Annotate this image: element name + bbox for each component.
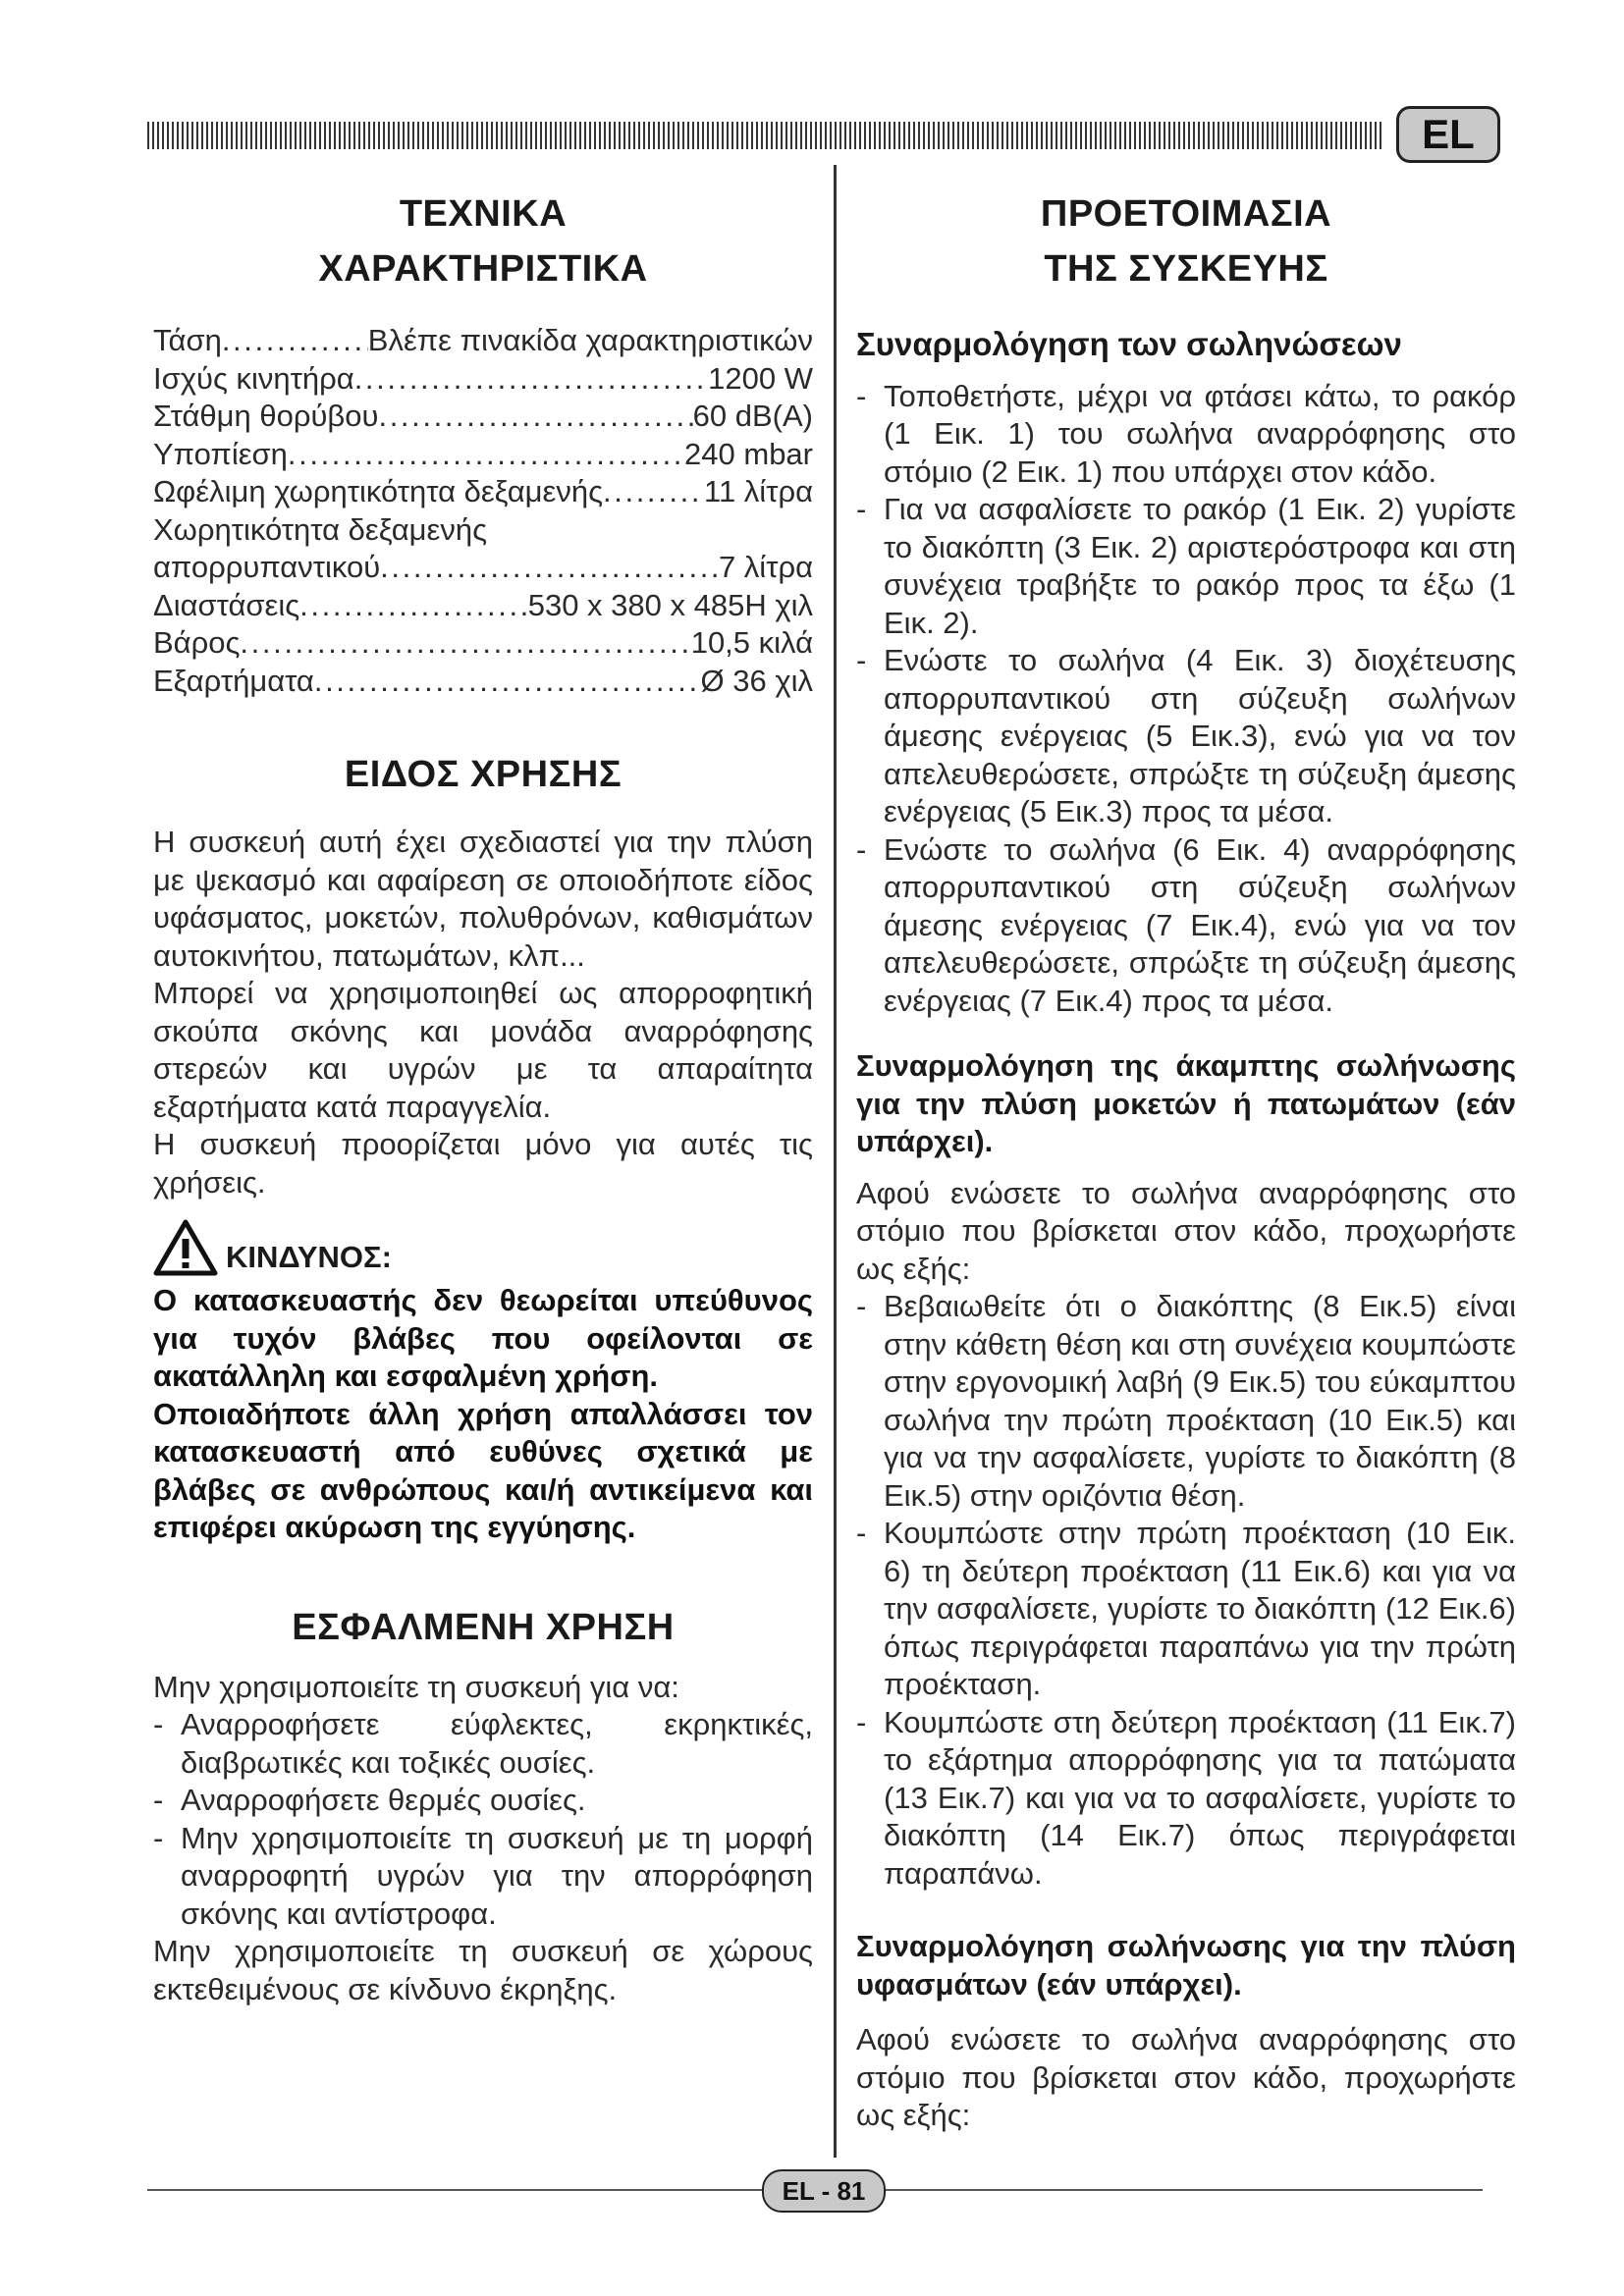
usage-paragraph: Μπορεί να χρησιμοποιηθεί ως απορροφητική σκούπα σκόνης και μονάδα αναρρόφησης στερεών και υγρών με τα απαραίτητα εξαρτήματα κατά παραγγελία.	[153, 976, 813, 1124]
danger-text: Οποιαδήποτε άλλη χρήση απαλλάσσει τον κατασκευαστή από ευθύνες σχετικά με βλάβες σε ανθρώπους και/ή αντικείμενα και επιφέρει ακύρωση της εγγύησης.	[153, 1396, 813, 1544]
spec-row: Βάρος . . . 10,5 κιλά	[153, 624, 813, 663]
left-column	[153, 187, 813, 2008]
list-item: - Μην χρησιμοποιείτε τη συσκευή με τη μορφή αναρροφητή υγρών για την απορρόφηση σκόνης και αντίστροφα.	[153, 1820, 813, 1931]
prep-title-line1: ΠΡΟΕΤΟΙΜΑΣΙΑ	[1040, 193, 1332, 235]
language-badge: EL	[1396, 106, 1500, 163]
right-column	[856, 187, 1516, 2135]
warning-icon	[153, 1219, 218, 1276]
rigid-hose-intro: Αφού ενώσετε το σωλήνα αναρρόφησης στο στόμιο που βρίσκεται στον κάδο, προχωρήστε ως εξής:	[856, 1175, 1516, 1286]
spec-row: Εξαρτήματα . . . Ø 36 χιλ	[153, 663, 813, 701]
rigid-hose-subtitle: Συναρμολόγηση της άκαμπτης σωλήνωσης για την πλύση μοκετών ή πατωμάτων (εάν υπάρχει).	[856, 1048, 1516, 1158]
usage-paragraph: Η συσκευή αυτή έχει σχεδιαστεί για την πλύση με ψεκασμό και αφαίρεση σε οποιοδήποτε είδος υφάσματος, μοκετών, πολυθρόνων, καθισμάτων αυτοκινήτου, πατωμάτων, κλπ...	[153, 825, 813, 973]
usage-paragraph: Η συσκευή προορίζεται μόνο για αυτές τις χρήσεις.	[153, 1127, 813, 1200]
column-divider	[834, 165, 837, 2158]
list-item: - Ενώστε το σωλήνα (4 Εικ. 3) διοχέτευσης απορρυπαντικού στη σύζευξη σωλήνων άμεσης ενέργειας (5 Εικ.3), ενώ για να τον απελευθερώσετε, σπρώξτε τη σύζευξη άμεσης ενέργειας (5 Εικ.3) προς τα μέσα.	[856, 643, 1516, 828]
list-item: - Για να ασφαλίσετε το ρακόρ (1 Εικ. 2) γυρίστε το διακόπτη (3 Εικ. 2) αριστερόστροφα και στη συνέχεια τραβήξτε το ρακόρ προς τα έξω (1 Εικ. 2).	[856, 492, 1516, 640]
fabric-hose-subtitle: Συναρμολόγηση σωλήνωσης για την πλύση υφασμάτων (εάν υπάρχει).	[856, 1929, 1516, 2002]
spec-row: Διαστάσεις . . . 530 x 380 x 485H χιλ	[153, 587, 813, 625]
usage-title: ΕΙΔΟΣ ΧΡΗΣΗΣ	[344, 754, 623, 795]
page-number: EL - 81	[762, 2169, 886, 2213]
tech-title-line1: ΤΕΧΝΙΚΑ	[399, 193, 568, 235]
preparation-title	[856, 187, 1516, 296]
top-dotted-rule	[147, 122, 1384, 149]
hoses-subtitle: Συναρμολόγηση των σωληνώσεων	[856, 326, 1402, 362]
list-item: - Κουμπώστε στην πρώτη προέκταση (10 Εικ. 6) τη δεύτερη προέκταση (11 Εικ.6) και για να την ασφαλίσετε, γυρίστε το διακόπτη (12 Εικ.6) όπως περιγράφεται παραπάνω για την πρώτη προέκταση.	[856, 1516, 1516, 1701]
spec-row: Υποπίεση . . . 240 mbar	[153, 436, 813, 474]
misuse-title: ΕΣΦΑΛΜΕΝΗ ΧΡΗΣΗ	[292, 1606, 675, 1648]
list-item: - Κουμπώστε στη δεύτερη προέκταση (11 Εικ.7) το εξάρτημα απορρόφησης για τα πατώματα (13 Εικ.7) και για να το ασφαλίσετε, γυρίστε το διακόπτη (14 Εικ.7) όπως περιγράφεται παραπάνω.	[856, 1704, 1516, 1891]
fabric-hose-intro: Αφού ενώσετε το σωλήνα αναρρόφησης στο στόμιο που βρίσκεται στον κάδο, προχωρήστε ως εξής:	[856, 2022, 1516, 2132]
spec-row: Τάση . . . Βλέπε πινακίδα χαρακτηριστικών	[153, 322, 813, 360]
list-item: - Ενώστε το σωλήνα (6 Εικ. 4) αναρρόφησης απορρυπαντικού στη σύζευξη σωλήνων άμεσης ενέργειας (7 Εικ.4), ενώ για να τον απελευθερώσετε, σπρώξτε τη σύζευξη άμεσης ενέργειας (7 Εικ.4) προς τα μέσα.	[856, 831, 1516, 1018]
spec-list	[153, 322, 813, 700]
spec-row: Ωφέλιμη χωρητικότητα δεξαμενής . . . 11 λίτρα	[153, 473, 813, 511]
spec-row: απορρυπαντικού . . . 7 λίτρα	[153, 549, 813, 587]
danger-text: Ο κατασκευαστής δεν θεωρείται υπεύθυνος για τυχόν βλάβες που οφείλονται σε ακατάλληλη και εσφαλμένη χρήση.	[153, 1283, 813, 1393]
list-item: - Αναρροφήσετε εύφλεκτες, εκρηκτικές, διαβρωτικές και τοξικές ουσίες.	[153, 1707, 813, 1780]
list-item: - Βεβαιωθείτε ότι ο διακόπτης (8 Εικ.5) είναι στην κάθετη θέση και στη συνέχεια κουμπώστε στην εργονομική λαβή (9 Εικ.5) του εύκαμπτου σωλήνα την πρώτη προέκταση (10 Εικ.5) και για να την ασφαλίσετε, γυρίστε το διακόπτη (8 Εικ.5) στην οριζόντια θέση.	[856, 1289, 1516, 1513]
spec-row: Ισχύς κινητήρα . . . 1200 W	[153, 360, 813, 399]
misuse-intro: Μην χρησιμοποιείτε τη συσκευή για να:	[153, 1669, 679, 1704]
list-item: - Τοποθετήστε, μέχρι να φτάσει κάτω, το ρακόρ (1 Εικ. 1) του σωλήνα αναρρόφησης στο στόμιο (2 Εικ. 1) που υπάρχει στον κάδο.	[856, 378, 1516, 489]
danger-heading: ΚΙΝΔΥΝΟΣ:	[153, 1219, 813, 1276]
prep-title-line2: ΤΗΣ ΣΥΣΚΕΥΗΣ	[1044, 248, 1328, 290]
list-item: - Αναρροφήσετε θερμές ουσίες.	[153, 1783, 586, 1817]
misuse-outro: Μην χρησιμοποιείτε τη συσκευή σε χώρους εκτεθειμένους σε κίνδυνο έκρηξης.	[153, 1934, 813, 2006]
spec-row: Στάθμη θορύβου . . . 60 dB(A)	[153, 398, 813, 436]
tech-title-line2: ΧΑΡΑΚΤΗΡΙΣΤΙΚΑ	[318, 248, 648, 290]
tech-specs-title	[153, 187, 813, 296]
spec-row: Χωρητικότητα δεξαμενής	[153, 511, 488, 547]
